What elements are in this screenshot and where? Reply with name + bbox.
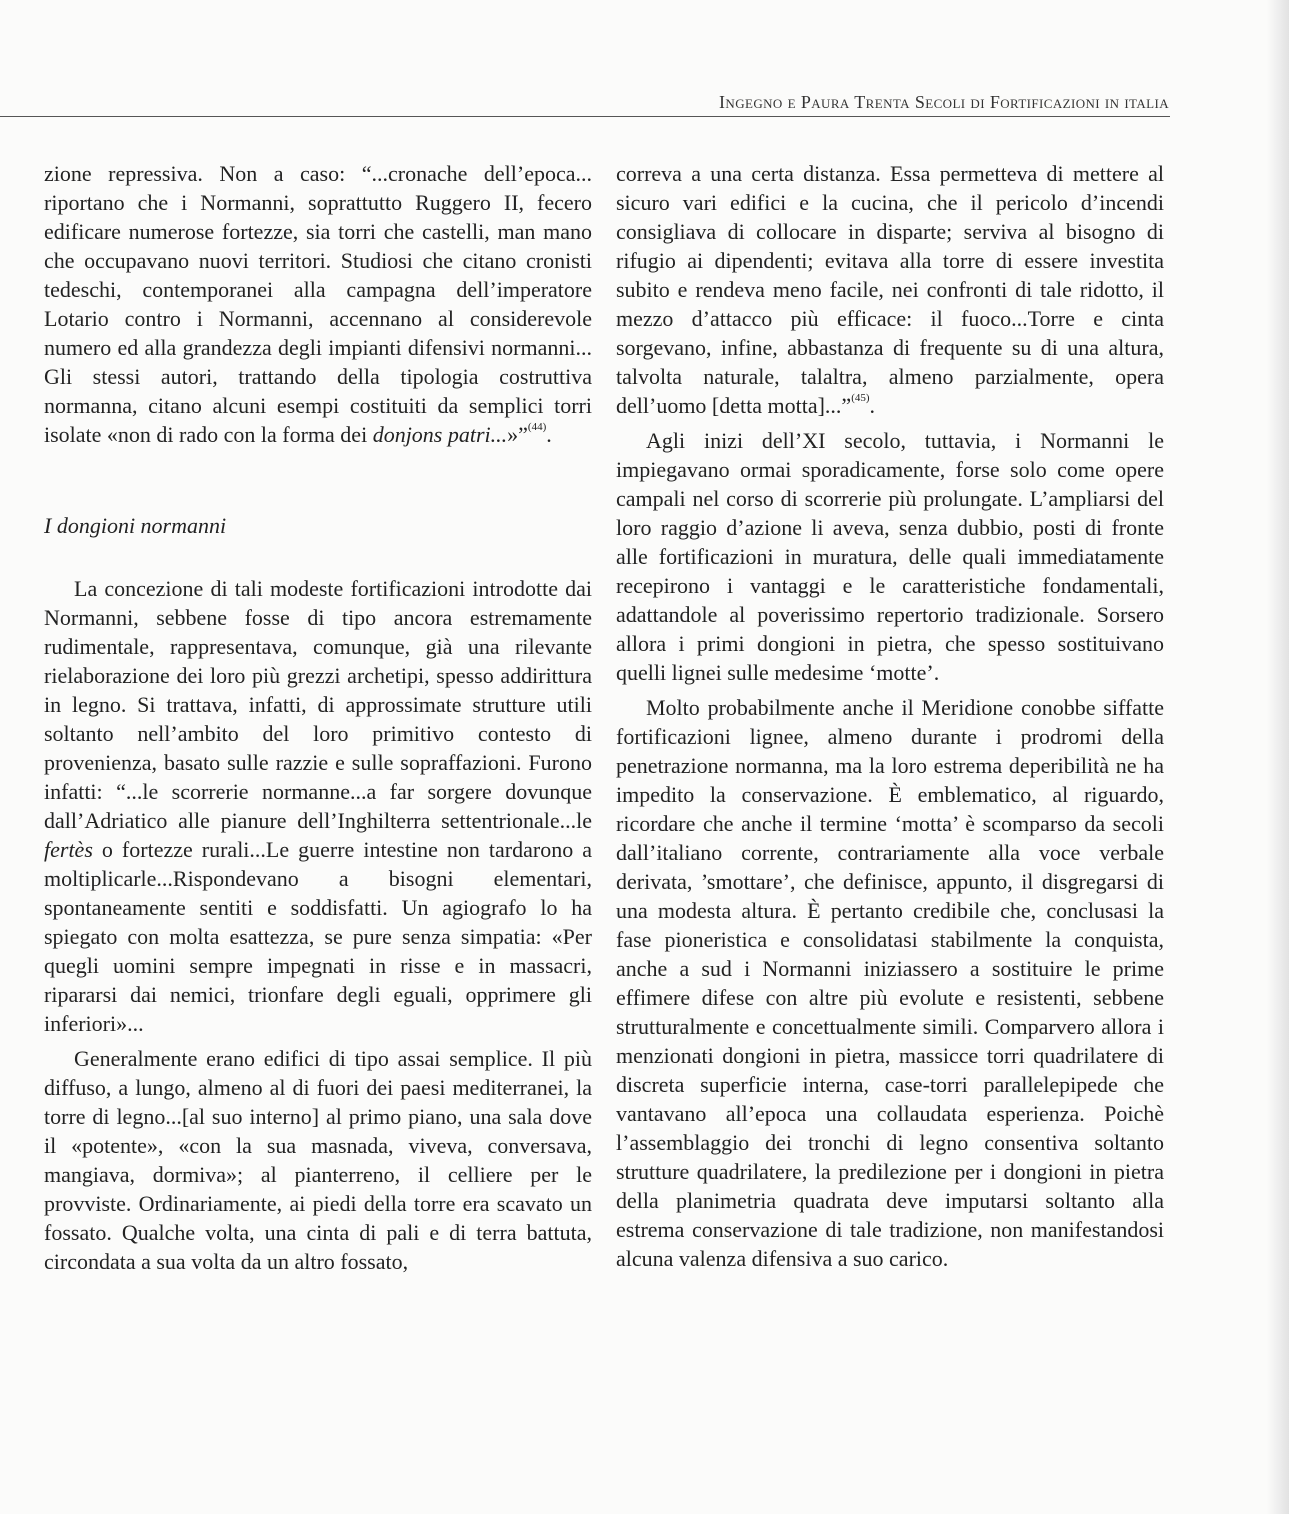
running-head: Ingegno e Paura Trenta Secoli di Fortificazioni in italia: [719, 92, 1169, 112]
italic-term-fertes: fertès: [44, 837, 93, 862]
paragraph-text: correva a una certa distanza. Essa permetteva di mettere al sicuro vari edifici e la cucina, che il pericolo d’incendi consigliava di collocare in disparte; serviva al bisogno di rifugio ai dipendenti; evitava alla torre di essere investita subito e rendeva meno facile, nei confronti di tale ridotto, il mezzo d’attacco più efficace: il fuoco...Torre e cinta sorgevano, infine, abbastanza di frequente su di una altura, talvolta naturale, talaltra, almeno parzialmente, opera dell’uomo [detta motta]...”: [616, 161, 1164, 418]
paragraph-agli-inizi: Agli inizi dell’XI secolo, tuttavia, i Normanni le impiegavano ormai sporadicamente, forse solo come opere campali nel corso di scorrerie più prolungate. L’ampliarsi del loro raggio d’azione li aveva, senza dubbio, posti di fronte alle fortificazioni in muratura, delle quali immediatamente recepirono i vantaggi e le caratteristiche fondamentali, adattandole al poverissimo repertorio tradizionale. Sorsero allora i primi dongioni in pietra, che spesso sostituivano quelli lignei sulle medesime ‘motte’.: [616, 428, 1164, 685]
right-column: [616, 159, 1164, 1273]
footnote-ref-45: (45): [851, 391, 870, 404]
italic-term-donjons: donjons patri...: [372, 422, 508, 447]
paragraph-correva: [616, 159, 1164, 420]
footnote-ref-44: (44): [527, 420, 547, 433]
quote-close: »”: [507, 422, 528, 447]
paragraph-text: La concezione di tali modeste fortificazioni introdotte dai Normanni, sebbene fosse di tipo ancora estremamente rudimentale, rappresentava, comunque, già una rilevante rielaborazione dei loro più grezzi archetipi, spesso addirittura in legno. Si trattava, infatti, di approssimate strutture utili soltanto nell’ambito del loro primitivo contesto di provenienza, basato sulle razzie e sulle sopraffazioni. Furono infatti: “...le scorrerie normanne...a far sorgere dovunque dall’Adriatico alle pianure dell’Inghilterra settentrionale...le: [44, 576, 592, 833]
page-edge-shadow: [1267, 0, 1289, 1514]
paragraph-text: zione repressiva. Non a caso: “...cronache dell’epoca... riportano che i Normanni, soprattutto Ruggero II, fecero edificare numerose fortezze, sia torri che castelli, man mano che occupavano nuovi territori. Studiosi che citano cronisti tedeschi, contemporanei alla campagna dell’imperatore Lotario contro i Normanni, accennano al considerevole numero ed alla grandezza degli impianti difensivi normanni... Gli stessi autori, trattando della tipologia costruttiva normanna, citano alcuni esempi costituiti da semplici torri isolate «non di rado con la forma dei: [44, 161, 592, 447]
paragraph-end: .: [546, 422, 552, 447]
section-heading: I dongioni normanni: [44, 513, 227, 538]
paragraph-end: .: [869, 393, 876, 418]
paragraph-generalmente: Generalmente erano edifici di tipo assai semplice. Il più diffuso, a lungo, almeno al di fuori dei paesi mediterranei, la torre di legno...[al suo interno] al primo piano, una sala dove il «potente», «con la sua masnada, viveva, conversava, mangiava, dormiva»; al pianterreno, il celliere per le provviste. Ordinariamente, ai piedi della torre era scavato un fossato. Qualche volta, una cinta di pali e di terra battuta, circondata a sua volta da un altro fossato,: [44, 1046, 592, 1274]
paragraph-molto-probabilmente: Molto probabilmente anche il Meridione conobbe siffatte fortificazioni lignee, almeno durante i prodromi della penetrazione normanna, ma la loro estrema deperibilità ne ha impedito la conservazione. È emblematico, al riguardo, ricordare che anche il termine ‘motta’ è scomparso da secoli dall’italiano corrente, contrariamente alla voce verbale derivata, ’smottare’, che definisce, appunto, il disgregarsi di una modesta altura. È pertanto credibile che, conclusasi la fase pioneristica e consolidatasi stabilmente la conquista, anche a sud i Normanni iniziassero a sostituire le prime effimere difese con altre più evolute e resistenti, sebbene strutturalmente e concettualmente simili. Comparvero allora i menzionati dongioni in pietra, massicce torri quadrilatere di discreta superficie interna, case-torri parallelepipede che vantavano all’epoca una collaudata esperienza. Poichè l’assemblaggio dei tronchi di legno consentiva soltanto strutture quadrilatere, la predilezione per i dongioni in pietra della planimetria quadrata deve imputarsi soltanto alla estrema conservazione di tale tradizione, non manifestandosi alcuna valenza difensiva a suo carico.: [616, 695, 1164, 1271]
header-rule: [0, 116, 1170, 117]
left-column: [44, 159, 592, 1276]
paragraph-concezione: [44, 574, 592, 1038]
paragraph-intro: [44, 159, 592, 449]
paragraph-text-cont: o fortezze rurali...Le guerre intestine non tardarono a moltiplicarle...Rispondevano a bisogni elementari, spontaneamente sentiti e soddisfatti. Un agiografo lo ha spiegato con molta esattezza, se pure senza simpatia: «Per quegli uomini sempre impegnati in risse e in massacri, ripararsi dai nemici, trionfare degli eguali, opprimere gli inferiori»...: [44, 837, 592, 1036]
